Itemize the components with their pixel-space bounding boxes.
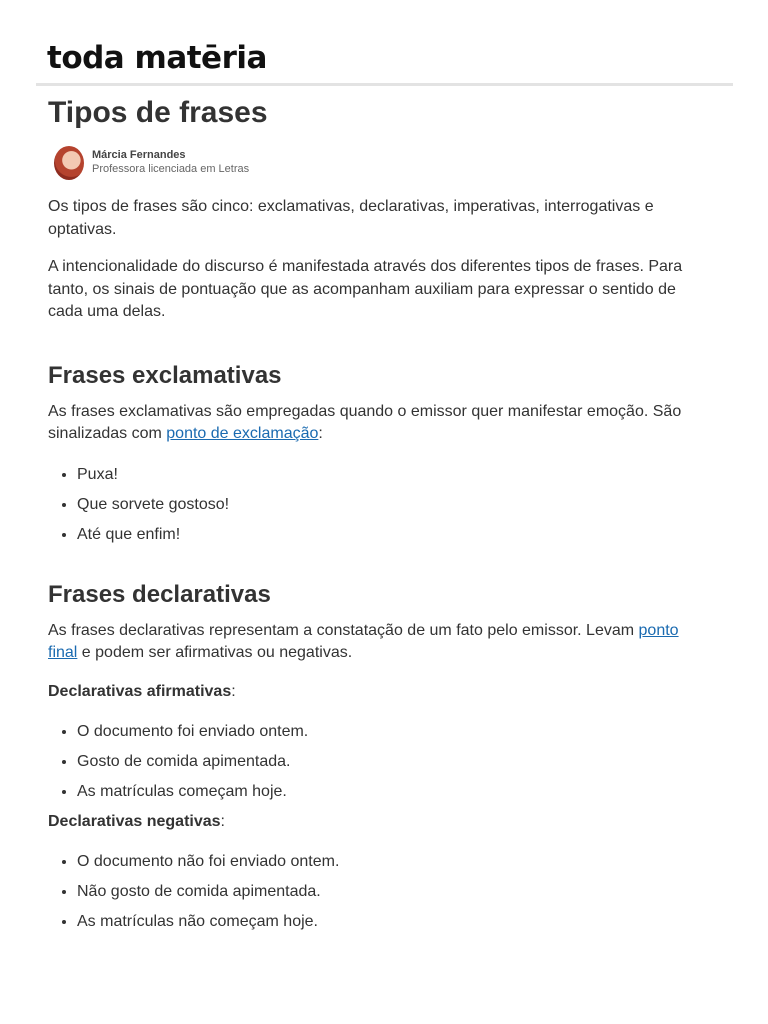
heading-exclamativas: Frases exclamativas	[48, 361, 282, 389]
link-ponto-de-exclamacao[interactable]: ponto de exclamação	[166, 425, 319, 442]
list-exclamativas	[48, 464, 688, 546]
site-header	[36, 0, 733, 86]
label-afirmativas-suffix: :	[231, 682, 236, 700]
label-negativas-text: Declarativas negativas	[48, 812, 221, 830]
link-ponto-final[interactable]: ponto final	[48, 621, 679, 661]
paragraph-declarativas	[48, 620, 688, 665]
site-logo[interactable]: toda matēria	[47, 40, 267, 76]
page-title: Tipos de frases	[48, 96, 268, 129]
paragraph-exclamativas-suffix: :	[318, 425, 323, 442]
list-item: • O documento foi enviado ontem.	[77, 721, 688, 743]
list-afirmativas	[48, 721, 688, 803]
label-afirmativas	[48, 681, 688, 703]
list-item: • Que sorvete gostoso!	[77, 494, 688, 516]
list-item: • Não gosto de comida apimentada.	[77, 881, 688, 903]
label-negativas	[48, 811, 688, 833]
list-item: • Puxa!	[77, 464, 688, 486]
intro-paragraph-1: Os tipos de frases são cinco: exclamativas, declarativas, imperativas, interrogativas e optativas.	[48, 198, 654, 238]
paragraph-declarativas-suffix: e podem ser afirmativas ou negativas.	[77, 644, 353, 661]
paragraph-exclamativas-text: As frases exclamativas são empregadas quando o emissor quer manifestar emoção. São sinalizadas com	[48, 402, 682, 442]
heading-declarativas: Frases declarativas	[48, 580, 271, 608]
author-info	[48, 144, 688, 188]
author-role: Professora licenciada em Letras	[92, 163, 250, 175]
label-negativas-suffix: :	[220, 812, 225, 830]
list-item: • Gosto de comida apimentada.	[77, 751, 688, 773]
paragraph-exclamativas	[48, 401, 688, 446]
label-afirmativas-text: Declarativas afirmativas	[48, 682, 232, 700]
list-item: • Até que enfim!	[77, 524, 688, 546]
article	[48, 92, 688, 941]
intro-paragraph-2: A intencionalidade do discurso é manifestada através dos diferentes tipos de frases. Para tanto, os sinais de pontuação que as acompanham auxiliam para expressar o sentido de cada uma delas.	[48, 258, 683, 320]
list-negativas	[48, 851, 688, 933]
list-item: • As matrículas começam hoje.	[77, 781, 688, 803]
author-name[interactable]: Márcia Fernandes	[92, 149, 186, 161]
list-item: • As matrículas não começam hoje.	[77, 911, 688, 933]
list-item: • O documento não foi enviado ontem.	[77, 851, 688, 873]
paragraph-declarativas-text: As frases declarativas representam a constatação de um fato pelo emissor. Levam	[48, 621, 639, 639]
author-avatar[interactable]	[54, 146, 84, 180]
